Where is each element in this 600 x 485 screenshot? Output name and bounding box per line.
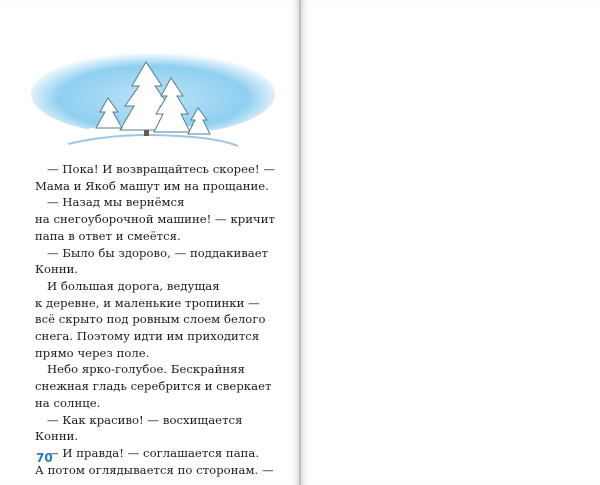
tree-trunk (144, 130, 149, 136)
text-line: на солнце. (35, 395, 101, 410)
text-line: снежная гладь серебрится и сверкает (35, 379, 272, 394)
page-number-left: 70 (36, 451, 53, 465)
text-line: снега. Поэтому идти им приходится (35, 329, 260, 344)
right-page (301, 0, 600, 485)
text-line: Небо ярко-голубое. Бескрайняя (47, 362, 245, 377)
text-line: Конни. (35, 262, 79, 277)
text-line: — Пока! И возвращайтесь скорее! — (47, 162, 275, 176)
text-line: А потом оглядывается по сторонам. — (35, 462, 274, 477)
text-line: на снегоуборочной машине! — кричит (35, 212, 275, 227)
text-line: — И правда! — соглашается папа. (47, 445, 260, 460)
text-line: всё скрыто под ровным слоем белого (35, 312, 266, 327)
text-line: прямо через поле. (35, 345, 150, 360)
text-line: — Было бы здорово, — поддакивает (47, 245, 269, 260)
text-line: Мама и Якоб машут им на прощание. (35, 178, 269, 193)
left-page-text (35, 161, 285, 478)
left-page (0, 0, 299, 485)
text-line: — Как красиво! — восхищается (47, 412, 243, 427)
text-line: к деревне, и маленькие тропинки — (35, 295, 260, 310)
text-line: — Назад мы вернёмся (47, 195, 185, 210)
winter-trees-illustration (28, 44, 278, 154)
text-line: папа в ответ и смеётся. (35, 228, 181, 243)
text-line: И большая дорога, ведущая (47, 278, 220, 293)
text-line: Конни. (35, 429, 79, 444)
